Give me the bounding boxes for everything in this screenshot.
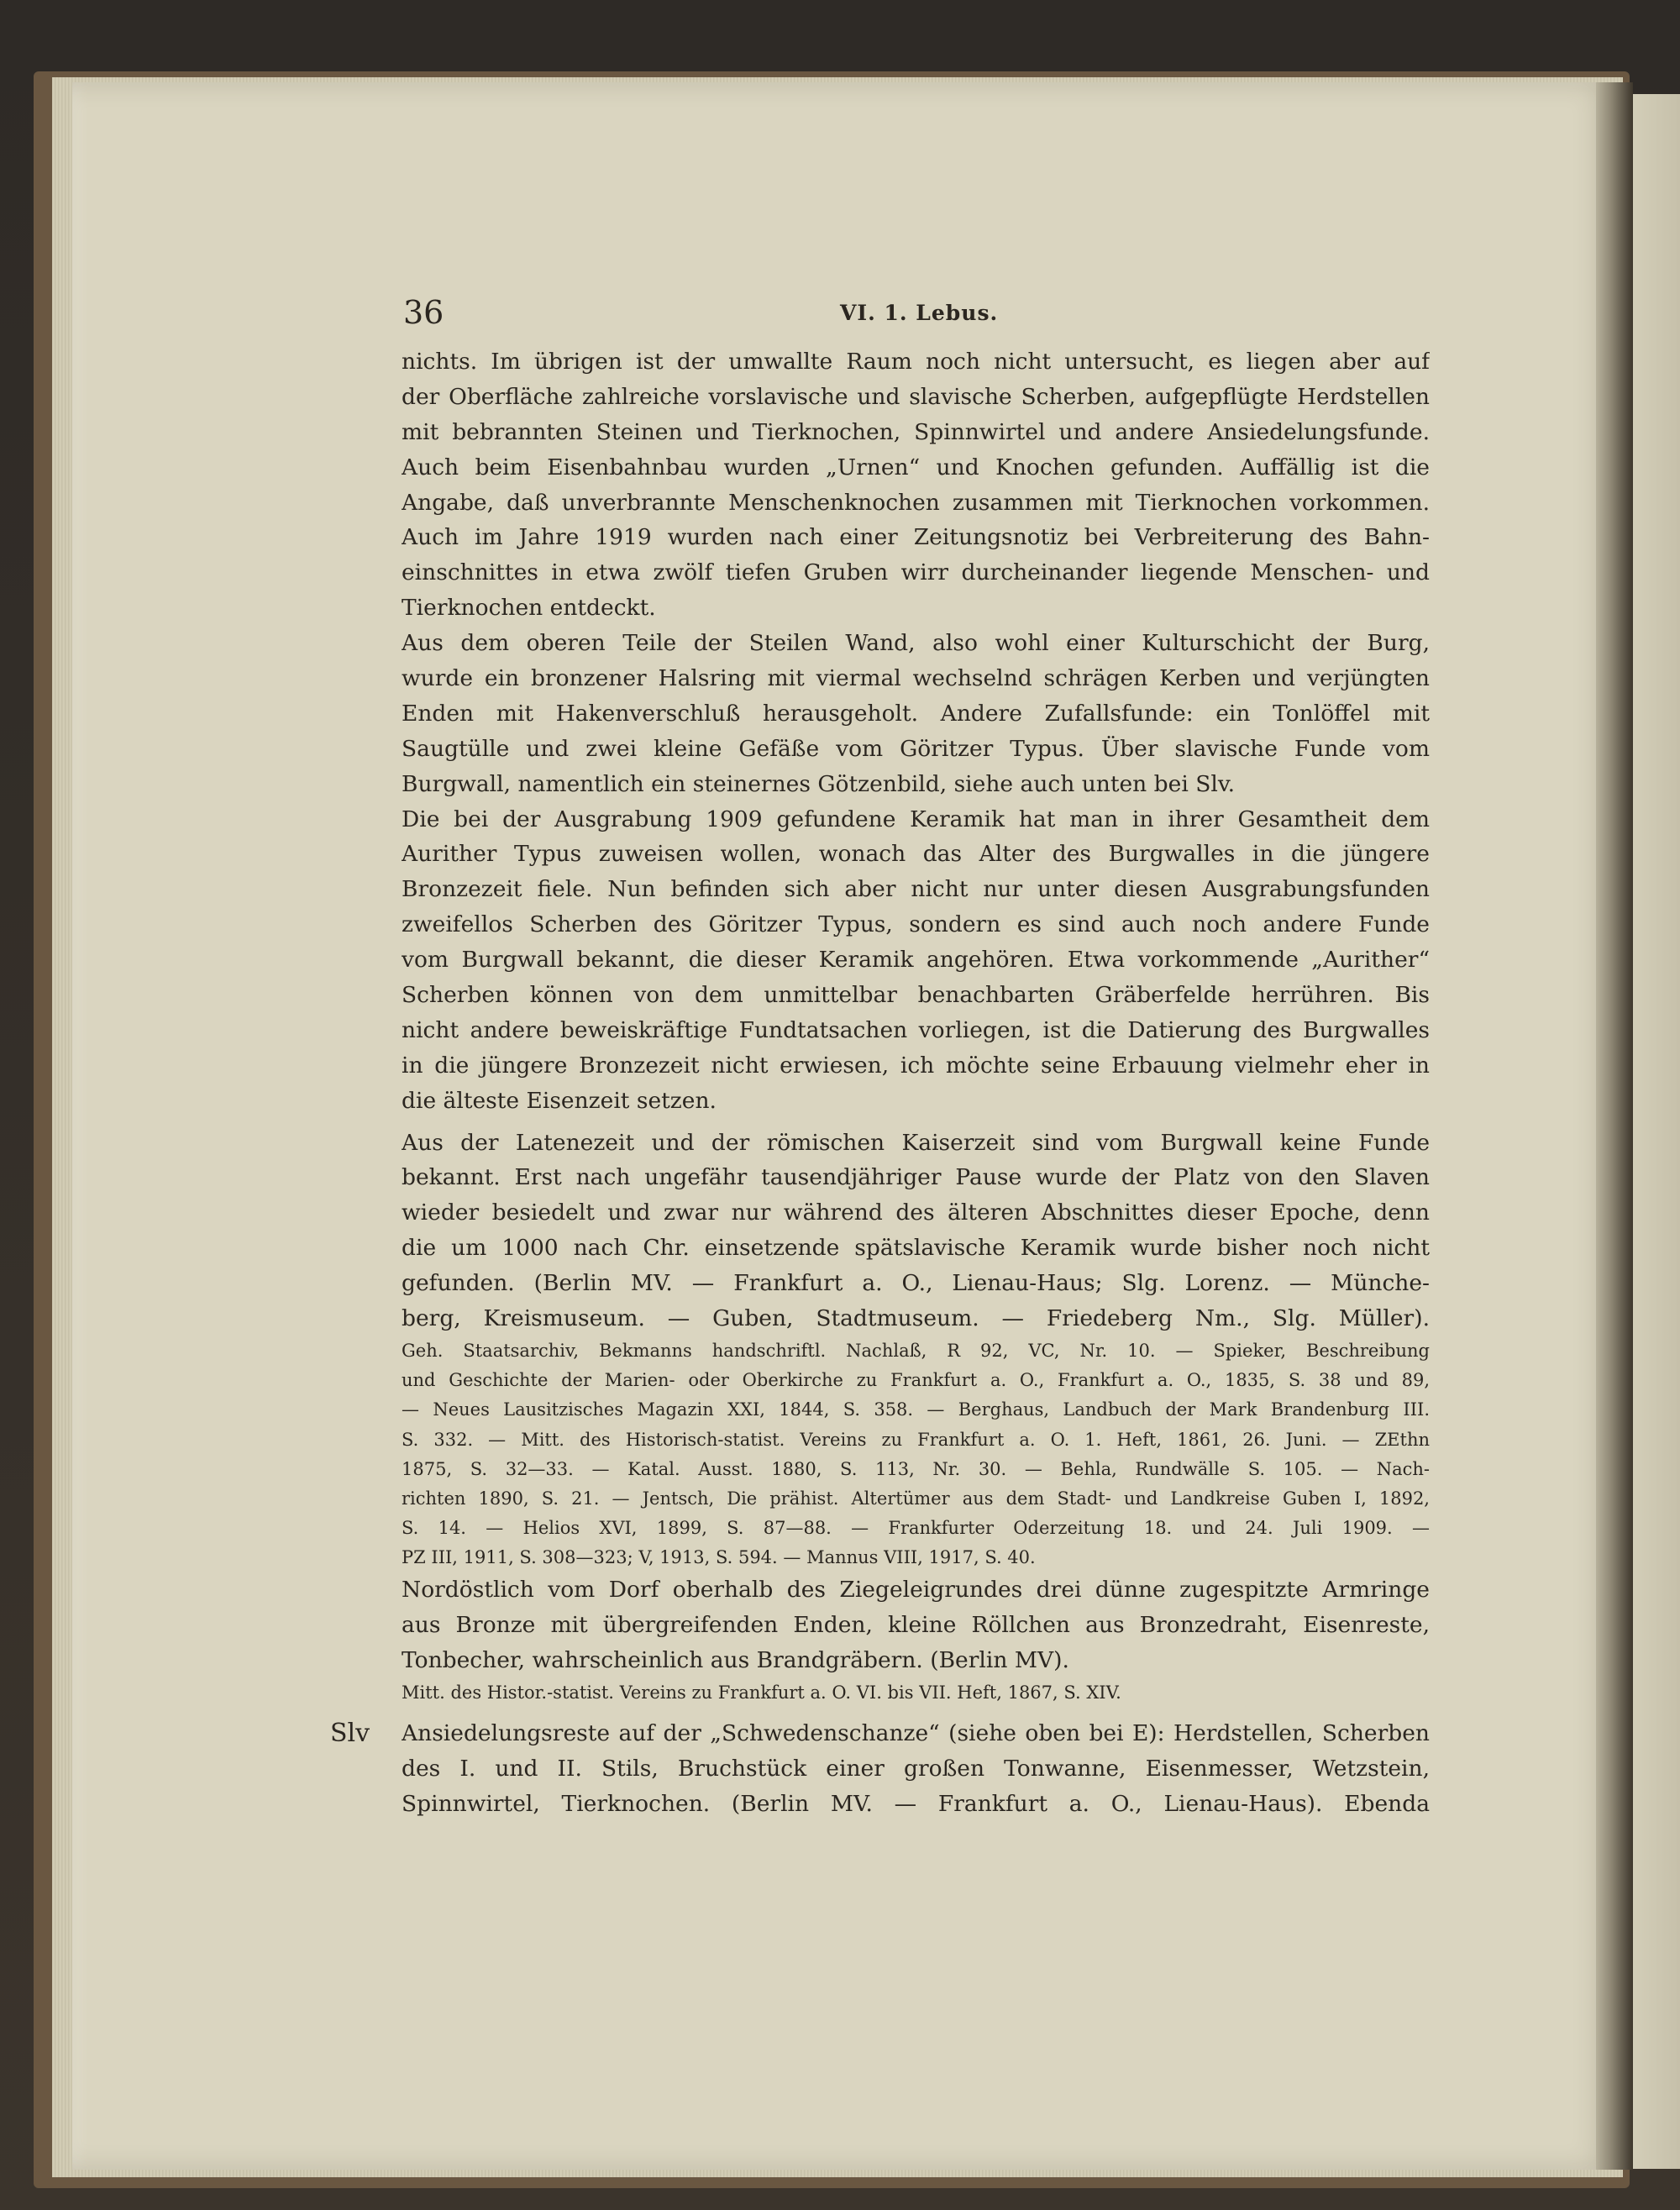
reference-line: — Neues Lausitzisches Magazin XXI, 1844, S. 358. — Berghaus, Landbuch der Mark Brandenburg III. (402, 1399, 1430, 1420)
text-line: Enden mit Hakenverschluß herausgeholt. Andere Zufallsfunde: ein Tonlöffel mit (402, 700, 1430, 727)
reference-line: 1875, S. 32—33. — Katal. Ausst. 1880, S. 113, Nr. 30. — Behla, Rundwälle S. 105. — Nach- (402, 1458, 1430, 1479)
text-line: Aus der Latenezeit und der römischen Kaiserzeit sind vom Burgwall keine Funde (402, 1129, 1430, 1156)
text-line: des I. und II. Stils, Bruchstück einer großen Tonwanne, Eisenmesser, Wetzstein, (402, 1756, 1430, 1782)
reference-line: PZ III, 1911, S. 308—323; V, 1913, S. 594. — Mannus VIII, 1917, S. 40. (402, 1547, 1036, 1568)
text-line: vom Burgwall bekannt, die dieser Keramik angehören. Etwa vorkommende „Aurither“ (402, 947, 1430, 974)
reference-line: Mitt. des Histor.-statist. Vereins zu Frankfurt a. O. VI. bis VII. Heft, 1867, S. XIV. (402, 1682, 1121, 1703)
text-line: zweifellos Scherben des Göritzer Typus, sondern es sind auch noch andere Funde (402, 911, 1430, 938)
text-line: der Oberfläche zahlreiche vorslavische und slavische Scherben, aufgepflügte Herdstellen (402, 383, 1430, 410)
text-line: berg, Kreismuseum. — Guben, Stadtmuseum. — Friedeberg Nm., Slg. Müller). (402, 1305, 1430, 1332)
text-line: Tonbecher, wahrscheinlich aus Brandgräbern. (Berlin MV). (402, 1647, 1069, 1674)
references-block (402, 1336, 1430, 1573)
text-line: Ansiedelungsreste auf der „Schwedenschanze“ (siehe oben bei E): Herdstellen, Scherben (402, 1720, 1430, 1747)
text-line: Scherben können von dem unmittelbar benachbarten Gräberfelde herrühren. Bis (402, 982, 1430, 1009)
paragraph-latene (402, 1126, 1430, 1336)
text-line: gefunden. (Berlin MV. — Frankfurt a. O., Lienau-Haus; Slg. Lorenz. — Münche- (402, 1270, 1430, 1297)
references-block-2 (402, 1678, 1430, 1708)
page-header (402, 294, 1430, 344)
text-line: bekannt. Erst nach ungefähr tausendjähriger Pause wurde der Platz von den Slaven (402, 1164, 1430, 1191)
page-number: 36 (403, 294, 444, 331)
margin-label-slv: Slv (330, 1719, 370, 1749)
text-line: Bronzezeit fiele. Nun befinden sich aber nicht nur unter diesen Ausgrabungsfunden (402, 876, 1430, 903)
page-text (330, 294, 1430, 1822)
facing-page-edge (1633, 94, 1680, 2169)
reference-line: und Geschichte der Marien- oder Oberkirche zu Frankfurt a. O., Frankfurt a. O., 1835, S. 38 und 89, (402, 1370, 1430, 1391)
text-line: in die jüngere Bronzezeit nicht erwiesen, ich möchte seine Erbauung vielmehr eher in (402, 1052, 1430, 1079)
paragraph-northeast (402, 1572, 1430, 1678)
reference-line: Geh. Staatsarchiv, Bekmanns handschriftl. Nachlaß, R 92, VC, Nr. 10. — Spieker, Beschreibung (402, 1340, 1430, 1361)
reference-line: richten 1890, S. 21. — Jentsch, Die prähist. Altertümer aus dem Stadt- und Landkreise Guben I, 1892, (402, 1488, 1430, 1509)
text-line: aus Bronze mit übergreifenden Enden, kleine Röllchen aus Bronzedraht, Eisenreste, (402, 1612, 1430, 1639)
paragraph-dating (402, 802, 1430, 1119)
text-line: wieder besiedelt und zwar nur während des älteren Abschnittes dieser Epoche, denn (402, 1199, 1430, 1226)
text-line: Auch beim Eisenbahnbau wurden „Urnen“ und Knochen gefunden. Auffällig ist die (402, 454, 1430, 480)
text-line: Die bei der Ausgrabung 1909 gefundene Keramik hat man in ihrer Gesamtheit dem (402, 806, 1430, 832)
text-line: Tierknochen entdeckt. (402, 595, 656, 622)
text-line: einschnittes in etwa zwölf tiefen Gruben wirr durcheinander liegende Menschen- und (402, 559, 1430, 586)
text-line: Nordöstlich vom Dorf oberhalb des Ziegeleigrundes drei dünne zugespitzte Armringe (402, 1577, 1430, 1604)
text-line: Spinnwirtel, Tierknochen. (Berlin MV. — Frankfurt a. O., Lienau-Haus). Ebenda (402, 1791, 1430, 1818)
text-line: mit bebrannten Steinen und Tierknochen, Spinnwirtel und andere Ansiedelungsfunde. (402, 418, 1430, 445)
book-gutter (1596, 82, 1633, 2170)
text-line: Angabe, daß unverbrannte Menschenknochen zusammen mit Tierknochen vorkommen. (402, 489, 1430, 516)
text-line: Saugtülle und zwei kleine Gefäße vom Göritzer Typus. Über slavische Funde vom (402, 735, 1430, 762)
text-line: nichts. Im übrigen ist der umwallte Raum noch nicht untersucht, es liegen aber auf (402, 349, 1430, 375)
running-head: VI. 1. Lebus. (840, 301, 999, 325)
paragraph-excavation (402, 344, 1430, 626)
text-line: die um 1000 nach Chr. einsetzende spätslavische Keramik wurde bisher noch nicht (402, 1235, 1430, 1262)
text-line: Auch im Jahre 1919 wurden nach einer Zeitungsnotiz bei Verbreiterung des Bahn- (402, 524, 1430, 551)
reference-line: S. 14. — Helios XVI, 1899, S. 87—88. — Frankfurter Oderzeitung 18. und 24. Juli 1909. — (402, 1518, 1430, 1539)
section-slv (330, 1716, 1430, 1822)
reference-line: S. 332. — Mitt. des Historisch-statist. Vereins zu Frankfurt a. O. 1. Heft, 1861, 26. Juni. — ZEthn (402, 1429, 1430, 1450)
text-line: Aurither Typus zuweisen wollen, wonach das Alter des Burgwalles in die jüngere (402, 841, 1430, 868)
text-line: nicht andere beweiskräftige Fundtatsachen vorliegen, ist die Datierung des Burgwalles (402, 1016, 1430, 1043)
paragraph-steile-wand (402, 626, 1430, 801)
text-line: Aus dem oberen Teile der Steilen Wand, also wohl einer Kulturschicht der Burg, (402, 630, 1430, 657)
text-line: die älteste Eisenzeit setzen. (402, 1087, 717, 1114)
text-line: Burgwall, namentlich ein steinernes Götzenbild, siehe auch unten bei Slv. (402, 770, 1236, 797)
text-line: wurde ein bronzener Halsring mit viermal wechselnd schrägen Kerben und verjüngten (402, 665, 1430, 692)
